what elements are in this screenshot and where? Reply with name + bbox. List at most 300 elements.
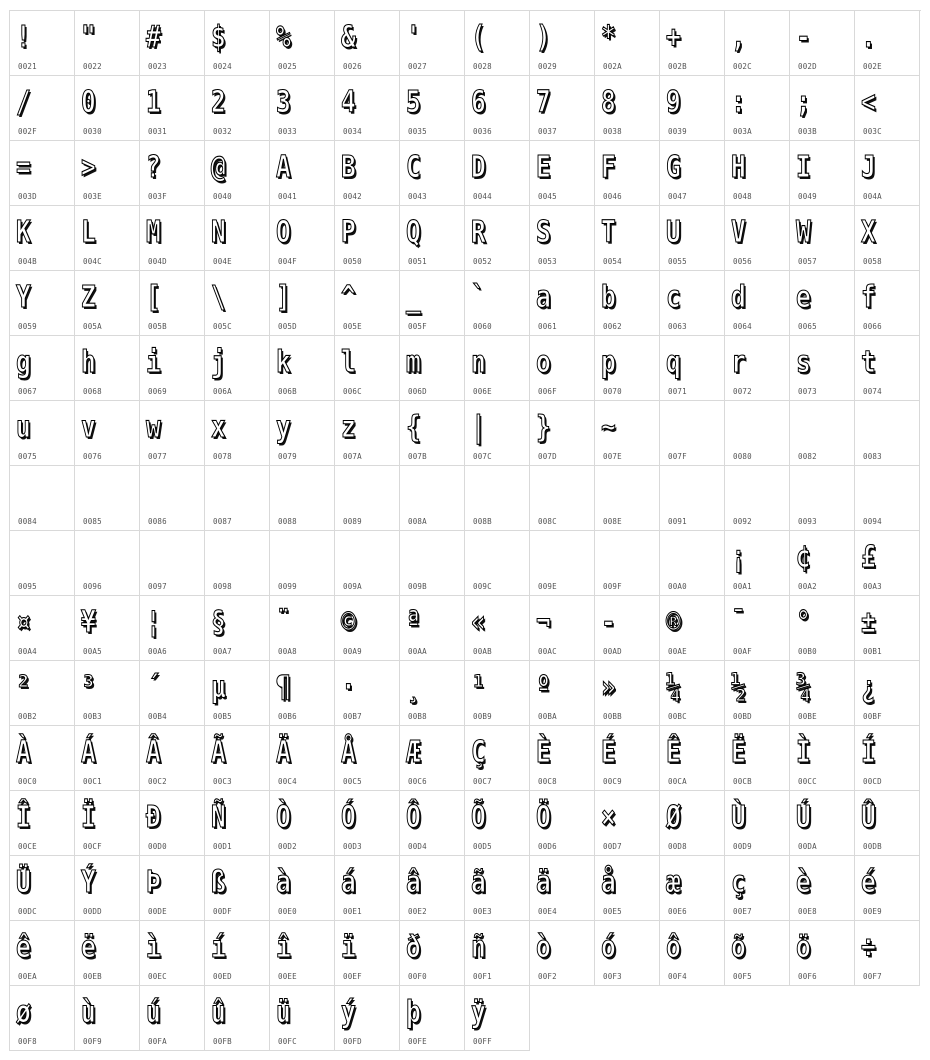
glyph-sample: e: [796, 280, 811, 315]
glyph-sample: [: [146, 280, 161, 315]
glyph-code-label: 0072: [733, 387, 752, 396]
glyph-cell: [205, 596, 270, 661]
glyph-code-label: 005B: [148, 322, 167, 331]
glyph-cell: [855, 206, 920, 271]
glyph-sample: _: [406, 280, 421, 315]
glyph-code-label: 0084: [18, 517, 37, 526]
glyph-code-label: 00BB: [603, 712, 622, 721]
glyph-code-label: 00C3: [213, 777, 232, 786]
glyph-cell: [855, 271, 920, 336]
glyph-cell: [400, 726, 465, 791]
glyph-cell: [465, 141, 530, 206]
glyph-cell: [140, 531, 205, 596]
glyph-code-label: 0030: [83, 127, 102, 136]
glyph-code-label: 0038: [603, 127, 622, 136]
glyph-cell: [595, 11, 660, 76]
glyph-cell: [400, 596, 465, 661]
glyph-code-label: 00C4: [278, 777, 297, 786]
glyph-code-label: 00B5: [213, 712, 232, 721]
glyph-cell: [530, 271, 595, 336]
glyph-code-label: 00CA: [668, 777, 687, 786]
glyph-code-label: 00CD: [863, 777, 882, 786]
glyph-sample: Ô: [406, 800, 421, 835]
glyph-code-label: 0097: [148, 582, 167, 591]
glyph-cell: [270, 661, 335, 726]
glyph-cell: [660, 141, 725, 206]
glyph-cell: [595, 726, 660, 791]
glyph-code-label: 0073: [798, 387, 817, 396]
glyph-cell: [10, 986, 75, 1051]
glyph-cell: [660, 596, 725, 661]
glyph-code-label: 00D4: [408, 842, 427, 851]
glyph-sample: V: [731, 215, 746, 250]
glyph-cell: [725, 206, 790, 271]
glyph-sample: Ù: [731, 800, 746, 835]
glyph-sample: õ: [731, 930, 746, 965]
glyph-sample: }: [536, 410, 551, 445]
glyph-cell: [335, 531, 400, 596]
glyph-cell: [10, 11, 75, 76]
glyph-sample: ²: [16, 670, 31, 705]
glyph-sample: ¶: [276, 670, 291, 705]
glyph-sample: å: [601, 865, 616, 900]
glyph-code-label: 003F: [148, 192, 167, 201]
glyph-code-label: 0051: [408, 257, 427, 266]
glyph-cell: [465, 76, 530, 141]
glyph-code-label: 00C7: [473, 777, 492, 786]
glyph-code-label: 0089: [343, 517, 362, 526]
glyph-code-label: 005F: [408, 322, 427, 331]
glyph-sample: Q: [406, 215, 421, 250]
glyph-cell: [10, 791, 75, 856]
glyph-code-label: 00FA: [148, 1037, 167, 1046]
glyph-cell: [855, 856, 920, 921]
glyph-sample: á: [341, 865, 356, 900]
glyph-cell: [140, 76, 205, 141]
glyph-code-label: 00D3: [343, 842, 362, 851]
glyph-code-label: 00E6: [668, 907, 687, 916]
glyph-sample: ©: [341, 605, 356, 640]
glyph-code-label: 003B: [798, 127, 817, 136]
glyph-cell: [140, 921, 205, 986]
glyph-cell: [725, 661, 790, 726]
glyph-sample: 7: [536, 85, 551, 120]
glyph-sample: Ð: [146, 800, 161, 835]
glyph-cell: [335, 661, 400, 726]
glyph-sample: ý: [341, 995, 356, 1030]
glyph-sample: ": [81, 20, 96, 55]
glyph-code-label: 00EA: [18, 972, 37, 981]
glyph-cell: [660, 76, 725, 141]
glyph-cell: [205, 401, 270, 466]
glyph-cell: [465, 921, 530, 986]
glyph-sample: W: [796, 215, 811, 250]
glyph-cell: [335, 336, 400, 401]
glyph-cell: [10, 726, 75, 791]
glyph-code-label: 00A4: [18, 647, 37, 656]
glyph-cell: [660, 791, 725, 856]
glyph-sample: Ï: [81, 800, 96, 835]
glyph-sample: 2: [211, 85, 226, 120]
glyph-cell: [75, 271, 140, 336]
glyph-code-label: 003C: [863, 127, 882, 136]
glyph-sample: P: [341, 215, 356, 250]
glyph-sample: F: [601, 150, 616, 185]
glyph-sample: ¦: [146, 605, 161, 640]
glyph-cell: [660, 271, 725, 336]
glyph-cell: [75, 76, 140, 141]
glyph-code-label: 00B8: [408, 712, 427, 721]
glyph-sample: Ø: [666, 800, 681, 835]
glyph-cell: [660, 466, 725, 531]
glyph-sample: v: [81, 410, 96, 445]
glyph-cell: [725, 11, 790, 76]
glyph-grid: [9, 10, 921, 1051]
glyph-cell: [790, 596, 855, 661]
glyph-sample: Ý: [81, 865, 96, 900]
glyph-code-label: 0057: [798, 257, 817, 266]
glyph-cell: [530, 661, 595, 726]
glyph-sample: k: [276, 345, 291, 380]
glyph-cell: [335, 11, 400, 76]
glyph-code-label: 0042: [343, 192, 362, 201]
glyph-sample: Ã: [211, 735, 226, 770]
glyph-code-label: 00A7: [213, 647, 232, 656]
glyph-code-label: 00C9: [603, 777, 622, 786]
glyph-sample: >: [81, 150, 96, 185]
glyph-code-label: 004F: [278, 257, 297, 266]
glyph-sample: Ä: [276, 735, 291, 770]
glyph-code-label: 0058: [863, 257, 882, 266]
glyph-code-label: 00EF: [343, 972, 362, 981]
glyph-cell: [530, 856, 595, 921]
glyph-code-label: 009C: [473, 582, 492, 591]
glyph-cell: [855, 921, 920, 986]
glyph-sample: Þ: [146, 865, 161, 900]
glyph-sample: D: [471, 150, 486, 185]
glyph-sample: o: [536, 345, 551, 380]
glyph-cell: [270, 791, 335, 856]
glyph-sample: ß: [211, 865, 226, 900]
glyph-sample: ò: [536, 930, 551, 965]
glyph-code-label: 005E: [343, 322, 362, 331]
glyph-sample: Ü: [16, 865, 31, 900]
glyph-sample: ±: [861, 605, 876, 640]
glyph-sample: °: [796, 605, 811, 640]
glyph-cell: [790, 206, 855, 271]
glyph-sample: ô: [666, 930, 681, 965]
glyph-cell: [270, 401, 335, 466]
glyph-cell: [205, 791, 270, 856]
glyph-code-label: 0062: [603, 322, 622, 331]
glyph-sample: É: [601, 735, 616, 770]
glyph-cell: [10, 596, 75, 661]
glyph-code-label: 0079: [278, 452, 297, 461]
glyph-sample: *: [601, 20, 616, 55]
glyph-cell: [530, 336, 595, 401]
glyph-sample: `: [471, 280, 486, 315]
glyph-cell: [465, 596, 530, 661]
glyph-sample: y: [276, 410, 291, 445]
glyph-sample: ä: [536, 865, 551, 900]
glyph-code-label: 0027: [408, 62, 427, 71]
glyph-code-label: 0029: [538, 62, 557, 71]
glyph-sample: »: [601, 670, 616, 705]
glyph-code-label: 00D5: [473, 842, 492, 851]
glyph-code-label: 0023: [148, 62, 167, 71]
glyph-cell: [335, 141, 400, 206]
glyph-sample: ø: [16, 995, 31, 1030]
glyph-cell: [400, 921, 465, 986]
glyph-sample: 5: [406, 85, 421, 120]
glyph-cell: [205, 661, 270, 726]
glyph-cell: [790, 466, 855, 531]
glyph-sample: G: [666, 150, 681, 185]
glyph-cell: [335, 271, 400, 336]
glyph-sample: ½: [731, 670, 746, 705]
glyph-sample: f: [861, 280, 876, 315]
glyph-sample: E: [536, 150, 551, 185]
glyph-sample: ~: [601, 410, 616, 445]
glyph-sample: n: [471, 345, 486, 380]
glyph-code-label: 005A: [83, 322, 102, 331]
glyph-sample: -: [601, 605, 616, 640]
glyph-cell: [270, 76, 335, 141]
glyph-sample: =: [16, 150, 31, 185]
glyph-code-label: 0044: [473, 192, 492, 201]
glyph-sample: ó: [601, 930, 616, 965]
glyph-cell: [530, 401, 595, 466]
glyph-code-label: 00DA: [798, 842, 817, 851]
glyph-cell: [790, 11, 855, 76]
glyph-code-label: 0091: [668, 517, 687, 526]
glyph-sample: Ö: [536, 800, 551, 835]
glyph-sample: È: [536, 735, 551, 770]
glyph-cell: [725, 336, 790, 401]
glyph-sample: x: [211, 410, 226, 445]
glyph-code-label: 002C: [733, 62, 752, 71]
glyph-sample: C: [406, 150, 421, 185]
glyph-cell: [335, 596, 400, 661]
glyph-sample: 0: [81, 85, 96, 120]
glyph-code-label: 00C2: [148, 777, 167, 786]
glyph-sample: $: [211, 20, 226, 55]
glyph-code-label: 00E8: [798, 907, 817, 916]
glyph-code-label: 0085: [83, 517, 102, 526]
glyph-cell: [270, 726, 335, 791]
glyph-code-label: 00A2: [798, 582, 817, 591]
glyph-cell: [530, 466, 595, 531]
glyph-sample: L: [81, 215, 96, 250]
glyph-cell: [465, 466, 530, 531]
glyph-code-label: 008C: [538, 517, 557, 526]
glyph-cell: [270, 531, 335, 596]
glyph-code-label: 0048: [733, 192, 752, 201]
glyph-code-label: 0033: [278, 127, 297, 136]
glyph-code-label: 003A: [733, 127, 752, 136]
glyph-cell: [140, 11, 205, 76]
glyph-code-label: 004A: [863, 192, 882, 201]
glyph-code-label: 004E: [213, 257, 232, 266]
glyph-sample: Õ: [471, 800, 486, 835]
glyph-sample: ¬: [536, 605, 551, 640]
glyph-code-label: 0043: [408, 192, 427, 201]
glyph-sample: ]: [276, 280, 291, 315]
glyph-sample: H: [731, 150, 746, 185]
glyph-sample: O: [276, 215, 291, 250]
glyph-sample: M: [146, 215, 161, 250]
glyph-cell: [400, 141, 465, 206]
glyph-code-label: 0024: [213, 62, 232, 71]
glyph-code-label: 0092: [733, 517, 752, 526]
glyph-cell: [855, 336, 920, 401]
glyph-sample: S: [536, 215, 551, 250]
glyph-code-label: 00A0: [668, 582, 687, 591]
glyph-sample: Æ: [406, 735, 421, 770]
glyph-sample: :: [731, 85, 746, 120]
glyph-sample: ·: [341, 670, 356, 705]
glyph-cell: [465, 661, 530, 726]
glyph-cell: [270, 986, 335, 1051]
glyph-code-label: 0059: [18, 322, 37, 331]
glyph-code-label: 00FE: [408, 1037, 427, 1046]
glyph-cell: [270, 856, 335, 921]
glyph-sample: ì: [146, 930, 161, 965]
glyph-code-label: 00F2: [538, 972, 557, 981]
glyph-cell: [140, 206, 205, 271]
glyph-sample: <: [861, 85, 876, 120]
glyph-code-label: 006F: [538, 387, 557, 396]
glyph-sample: ¢: [796, 540, 811, 575]
glyph-code-label: 00B4: [148, 712, 167, 721]
glyph-cell: [270, 206, 335, 271]
glyph-code-label: 007C: [473, 452, 492, 461]
glyph-sample: ñ: [471, 930, 486, 965]
glyph-cell: [530, 531, 595, 596]
glyph-cell: [400, 206, 465, 271]
glyph-code-label: 007E: [603, 452, 622, 461]
glyph-cell: [855, 791, 920, 856]
glyph-sample: ): [536, 20, 551, 55]
glyph-sample: ú: [146, 995, 161, 1030]
glyph-sample: 4: [341, 85, 356, 120]
glyph-code-label: 00B0: [798, 647, 817, 656]
glyph-code-label: 0031: [148, 127, 167, 136]
glyph-sample: ü: [276, 995, 291, 1030]
glyph-cell: [465, 791, 530, 856]
glyph-sample: %: [276, 20, 291, 55]
glyph-cell: [725, 856, 790, 921]
glyph-code-label: 002E: [863, 62, 882, 71]
glyph-code-label: 00D0: [148, 842, 167, 851]
glyph-code-label: 0078: [213, 452, 232, 461]
glyph-sample: £: [861, 540, 876, 575]
glyph-code-label: 00BF: [863, 712, 882, 721]
glyph-cell: [140, 726, 205, 791]
glyph-code-label: 0095: [18, 582, 37, 591]
glyph-cell: [270, 11, 335, 76]
glyph-cell: [10, 466, 75, 531]
glyph-code-label: 00CB: [733, 777, 752, 786]
glyph-sample: ¹: [471, 670, 486, 705]
glyph-cell: [400, 271, 465, 336]
glyph-code-label: 0034: [343, 127, 362, 136]
glyph-code-label: 0071: [668, 387, 687, 396]
glyph-cell: [725, 921, 790, 986]
glyph-code-label: 00AF: [733, 647, 752, 656]
glyph-cell: [465, 206, 530, 271]
glyph-code-label: 00B7: [343, 712, 362, 721]
glyph-cell: [75, 336, 140, 401]
glyph-sample: Ñ: [211, 800, 226, 835]
glyph-cell: [855, 141, 920, 206]
glyph-code-label: 007D: [538, 452, 557, 461]
glyph-sample: @: [211, 150, 226, 185]
glyph-cell: [140, 791, 205, 856]
glyph-code-label: 0066: [863, 322, 882, 331]
glyph-cell: [10, 141, 75, 206]
glyph-code-label: 00EC: [148, 972, 167, 981]
glyph-sample: ¯: [731, 605, 746, 640]
glyph-sample: þ: [406, 995, 421, 1030]
glyph-sample: Á: [81, 735, 96, 770]
glyph-sample: +: [666, 20, 681, 55]
glyph-sample: -: [796, 20, 811, 55]
glyph-code-label: 0070: [603, 387, 622, 396]
glyph-cell: [75, 401, 140, 466]
glyph-cell: [465, 726, 530, 791]
glyph-sample: ¸: [406, 670, 421, 705]
glyph-cell: [790, 401, 855, 466]
glyph-sample: &: [341, 20, 356, 55]
glyph-cell: [595, 206, 660, 271]
glyph-cell: [855, 531, 920, 596]
glyph-code-label: 00BC: [668, 712, 687, 721]
glyph-sample: ¥: [81, 605, 96, 640]
glyph-cell: [400, 791, 465, 856]
glyph-cell: [140, 401, 205, 466]
glyph-cell: [595, 401, 660, 466]
glyph-sample: ö: [796, 930, 811, 965]
glyph-sample: !: [16, 20, 31, 55]
glyph-cell: [335, 401, 400, 466]
glyph-code-label: 008E: [603, 517, 622, 526]
glyph-code-label: 0096: [83, 582, 102, 591]
glyph-code-label: 00D6: [538, 842, 557, 851]
glyph-sample: Ú: [796, 800, 811, 835]
glyph-code-label: 0055: [668, 257, 687, 266]
glyph-cell: [270, 466, 335, 531]
glyph-sample: Ì: [796, 735, 811, 770]
glyph-code-label: 00FC: [278, 1037, 297, 1046]
glyph-cell: [790, 921, 855, 986]
glyph-cell: [790, 271, 855, 336]
glyph-sample: ¿: [861, 670, 876, 705]
glyph-code-label: 006D: [408, 387, 427, 396]
glyph-cell: [725, 596, 790, 661]
glyph-sample: q: [666, 345, 681, 380]
glyph-code-label: 0074: [863, 387, 882, 396]
glyph-cell: [10, 76, 75, 141]
glyph-cell: [140, 661, 205, 726]
glyph-code-label: 0039: [668, 127, 687, 136]
glyph-sample: Î: [16, 800, 31, 835]
glyph-code-label: 0099: [278, 582, 297, 591]
glyph-code-label: 00C0: [18, 777, 37, 786]
glyph-code-label: 006C: [343, 387, 362, 396]
glyph-sample: /: [16, 85, 31, 120]
glyph-cell: [400, 76, 465, 141]
